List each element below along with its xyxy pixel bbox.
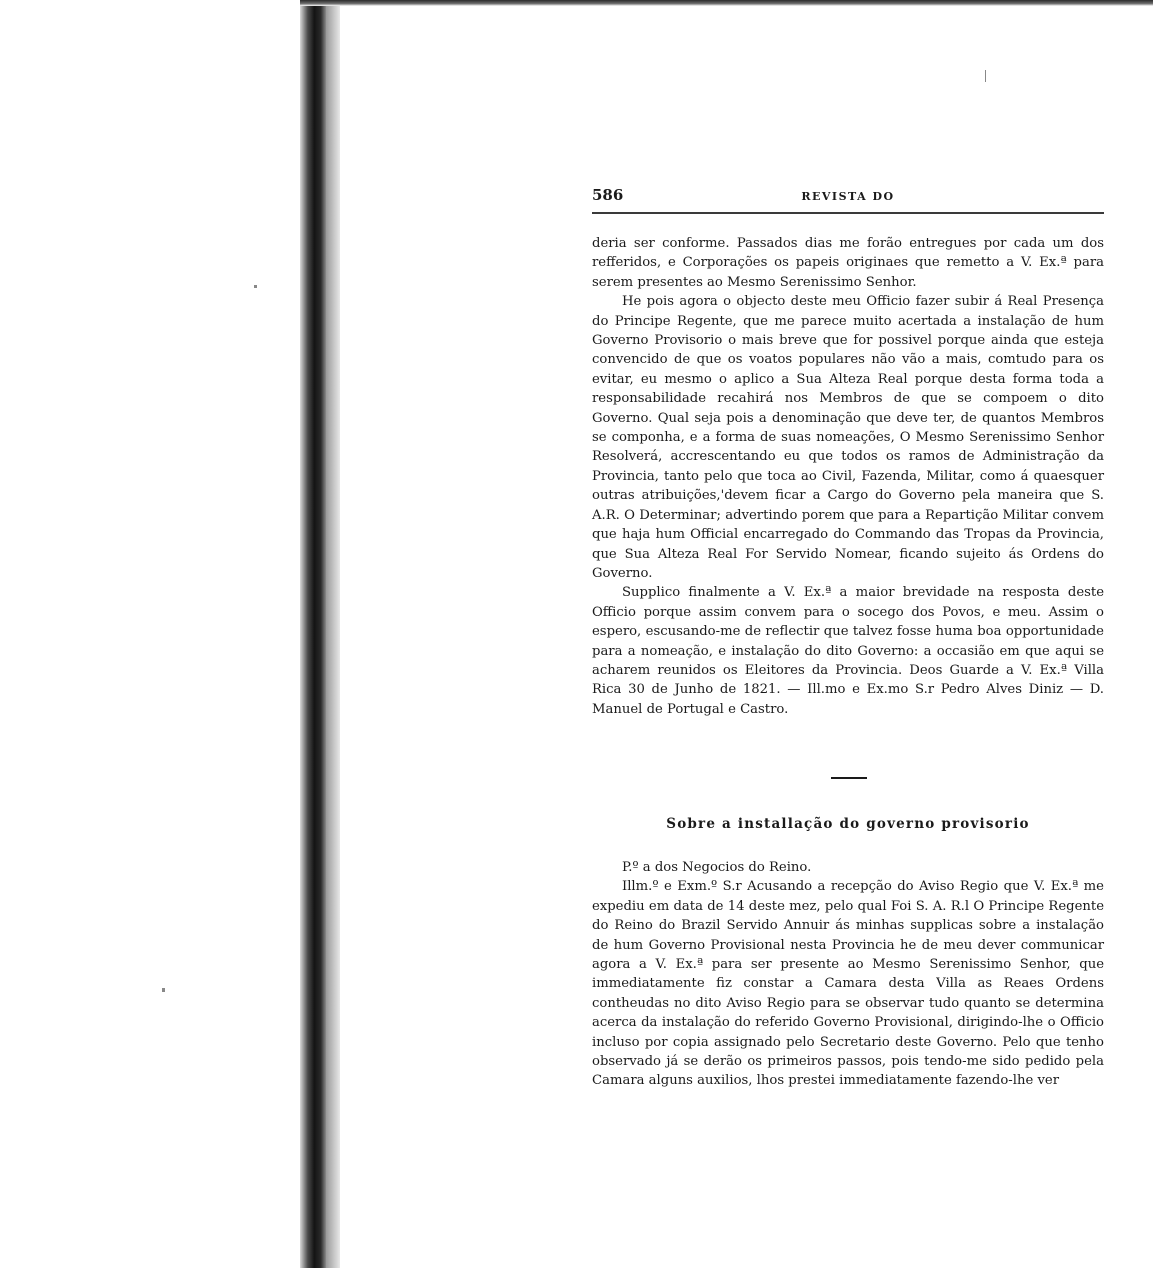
section-divider xyxy=(831,777,867,779)
scan-mark xyxy=(985,70,986,82)
page-number: 586 xyxy=(592,186,624,204)
book-binding xyxy=(300,0,326,1268)
scan-mark xyxy=(254,285,257,288)
body-text xyxy=(592,234,1104,719)
header-rule xyxy=(592,212,1104,214)
page-header xyxy=(592,186,1104,210)
paragraph-continuation: deria ser conforme. Passados dias me forão entregues por cada um dos refferidos, e Corporações os papeis originaes que remetto a V. Ex.ª para serem presentes ao Mesmo Serenissimo Senhor. xyxy=(592,236,1104,290)
running-head: REVISTA DO xyxy=(801,190,895,203)
section-title: Sobre a installação do governo provisorio xyxy=(666,816,1030,832)
addressee-line: P.º a dos Negocios do Reino. xyxy=(622,860,812,875)
section-body xyxy=(592,858,1104,1091)
page-top-edge xyxy=(300,0,1153,6)
binding-shadow xyxy=(326,0,340,1268)
paragraph: Illm.º e Exm.º S.r Acusando a recepção do Aviso Regio que V. Ex.ª me expediu em data de 14 deste mez, pelo qual Foi S. A. R.l O Principe Regente do Reino do Brazil Servido Annuir ás minhas supplicas sobre a instalação de hum Governo Provisional nesta Provincia he de meu dever communicar agora a V. Ex.ª para ser presente ao Mesmo Serenissimo Senhor, que immediatamente fiz constar a Camara desta Villa as Reaes Ordens contheudas no dito Aviso Regio para se observar tudo quanto se determina acerca da instalação do referido Governo Provisional, dirigindo-lhe o Officio incluso por copia assignado pelo Secretario deste Governo. Pelo que tenho observado já se derão os primeiros passos, pois tendo-me sido pedido pela Camara alguns auxilios, lhos prestei immediatamente fazendo-lhe ver xyxy=(592,879,1104,1089)
paragraph: He pois agora o objecto deste meu Officio fazer subir á Real Presença do Principe Regente, que me parece muito acertada a instalação de hum Governo Provisorio o mais breve que for possivel porque ainda que esteja convencido de que os voatos populares não vão a mais, comtudo para os evitar, eu mesmo o aplico a Sua Alteza Real porque desta forma toda a responsabilidade recahirá nos Membros de que se compoem o dito Governo. Qual seja pois a denominação que deve ter, de quantos Membros se componha, e a forma de suas nomeações, O Mesmo Serenissimo Senhor Resolverá, accrescentando eu que todos os ramos de Administração da Provincia, tanto pelo que toca ao Civil, Fazenda, Militar, como á quaesquer outras atribuições,'devem ficar a Cargo do Governo pela maneira que S. A.R. O Determinar; advertindo porem que para a Repartição Militar convem que haja hum Official encarregado do Commando das Tropas da Provincia, que Sua Alteza Real For Servido Nomear, ficando sujeito ás Ordens do Governo. xyxy=(592,294,1104,581)
paragraph: Supplico finalmente a V. Ex.ª a maior brevidade na resposta deste Officio porque assim convem para o socego dos Povos, e meu. Assim o espero, escusando-me de reflectir que talvez fosse huma boa opportunidade para a nomeação, e instalação do dito Governo: a occasião em que aqui se acharem reunidos os Eleitores da Provincia. Deos Guarde a V. Ex.ª Villa Rica 30 de Junho de 1821. — Ill.mo e Ex.mo S.r Pedro Alves Diniz — D. Manuel de Portugal e Castro. xyxy=(592,585,1104,717)
scan-mark xyxy=(162,988,165,992)
